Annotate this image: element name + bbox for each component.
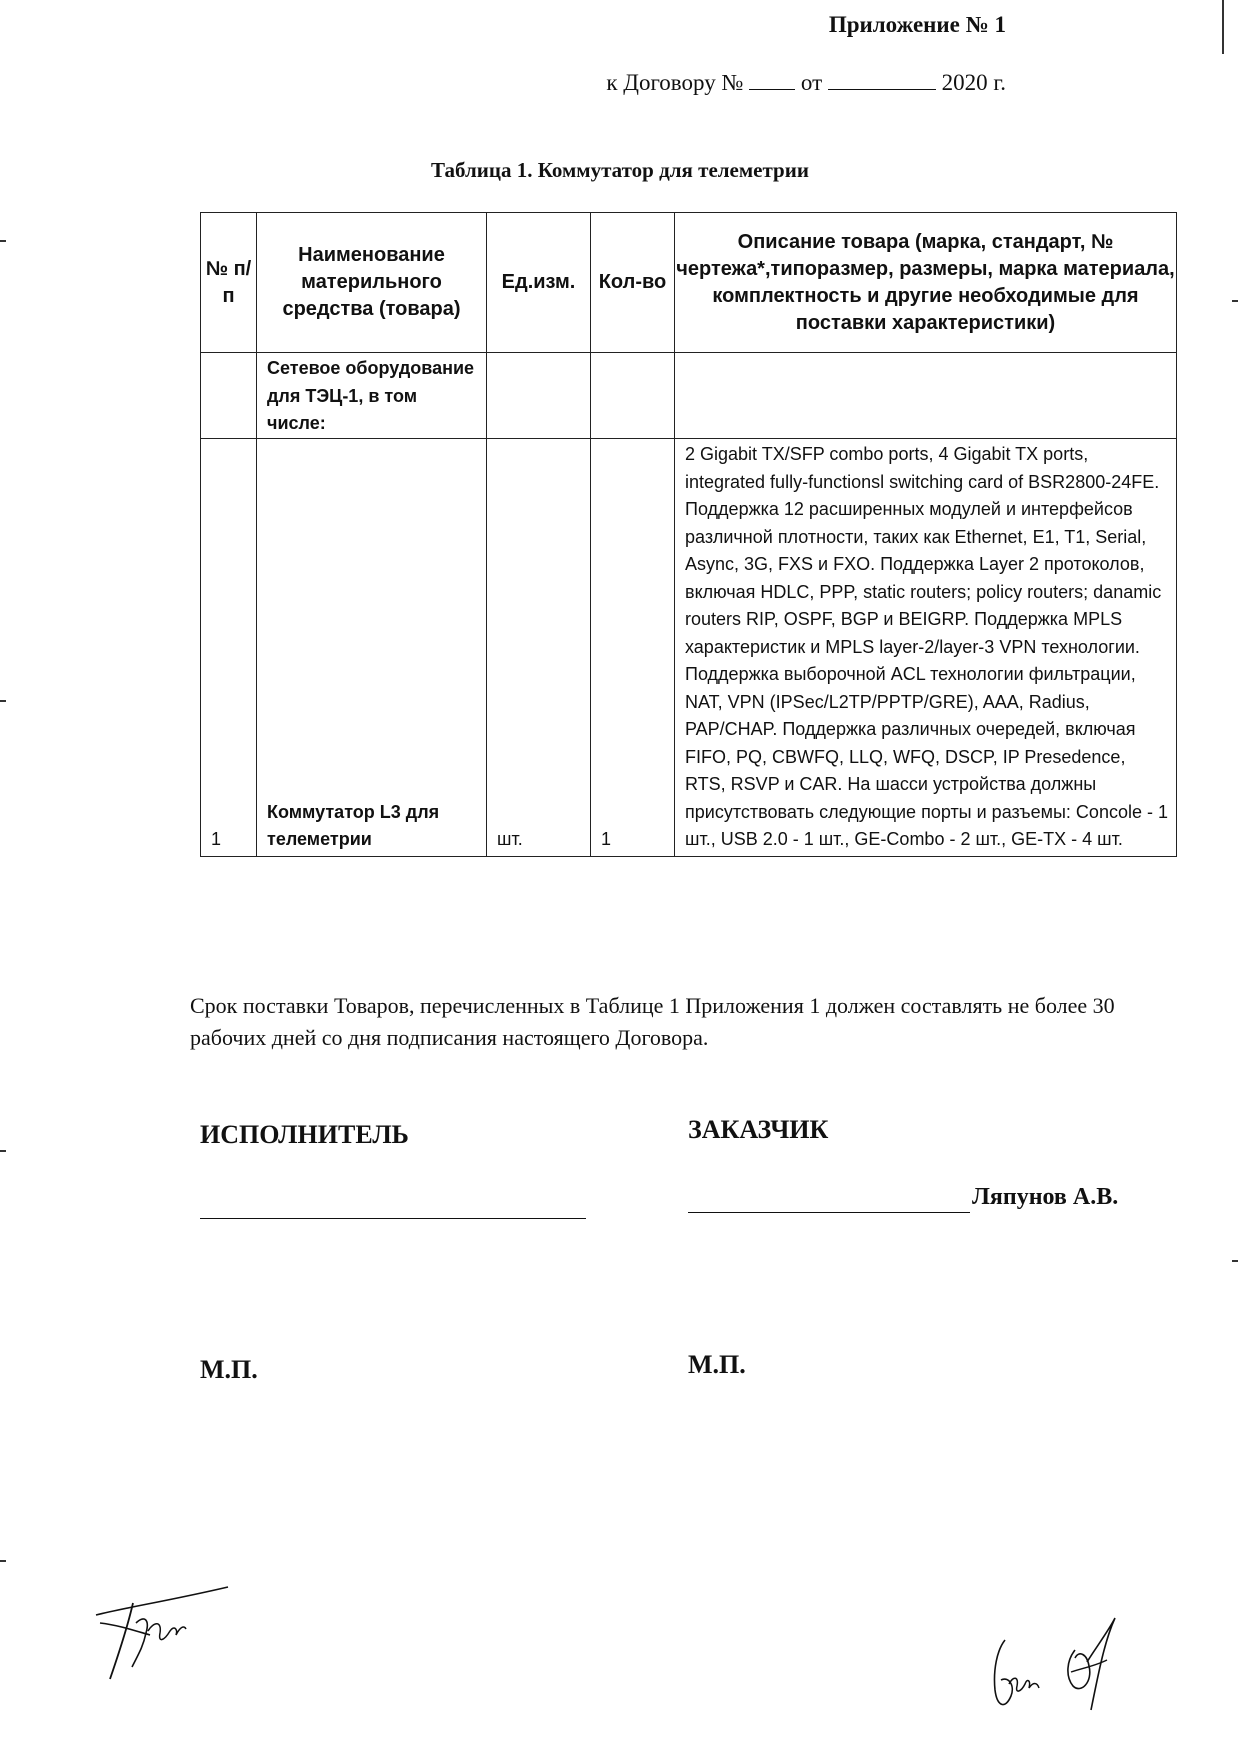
scan-edge-mark [1232,300,1238,302]
contract-year: 2020 г. [941,70,1006,95]
scan-edge-mark [0,240,6,242]
executor-stamp-label: М.П. [200,1355,258,1384]
group-number-cell [201,353,257,439]
item-number: 1 [201,439,257,857]
customer-name: Ляпунов А.В. [972,1184,1119,1210]
col-header-name: Наименование материльного средства (товара) [257,213,487,353]
scan-edge-mark [0,700,6,702]
table-row-group [201,353,1177,439]
scan-edge-mark [0,1560,6,1562]
contract-from: от [800,70,823,95]
group-description-cell [675,353,1177,439]
contract-reference [606,70,1006,96]
item-description: 2 Gigabit TX/SFP combo ports, 4 Gigabit TX ports, integrated fully-functionsl switching card of BSR2800-24FE. Поддержка 12 расширенных модулей и интерфейсов различной плотности, таких как Ethernet, E1, T1, Serial, Async, 3G, FXS и FXO. Поддержка Layer 2 протоколов, включая HDLC, PPP, static routers; policy routers; danamic routers RIP, OSPF, BGP и BEIGRP. Поддержка MPLS характеристик и MPLS layer-2/layer-3 VPN технологии. Поддержка выборочной ACL технологии фильтрации, NAT, VPN (IPSec/L2TP/PPTP/GRE), AAA, Radius, PAP/CHAP. Поддержка различных очередей, включая FIFO, PQ, CBWFQ, LLQ, WFQ, DSCP, IP Presedence, RTS, RSVP и CAR. На шасси устройства должны присутствовать следующие порты и разъемы: Concole - 1 шт., USB 2.0 - 1 шт., GE-Combo - 2 шт., GE-TX - 4 шт. [675,439,1177,857]
delivery-terms: Срок поставки Товаров, перечисленных в Таблице 1 Приложения 1 должен составлять не более 30 рабочих дней со дня подписания настоящего Договора. [190,993,1115,1050]
group-label: Сетевое оборудование для ТЭЦ-1, в том числе: [257,353,487,439]
customer-heading: ЗАКАЗЧИК [688,1115,829,1144]
executor-heading: ИСПОЛНИТЕЛЬ [200,1120,409,1149]
scan-edge-mark [0,1150,6,1152]
table-row [201,439,1177,857]
scan-edge-mark [1222,0,1224,54]
specification-table [200,212,1177,857]
scan-edge-mark [1232,1260,1238,1262]
executor-signature-line [200,1218,586,1219]
group-quantity-cell [591,353,675,439]
customer-stamp-label: М.П. [688,1350,746,1379]
handwritten-signature-left [88,1575,238,1685]
item-quantity: 1 [591,439,675,857]
col-header-unit: Ед.изм. [487,213,591,353]
col-header-description: Описание товара (марка, стандарт, № чертежа*,типоразмер, размеры, марка материала, комплектность и другие необходимые для поставки характеристики) [675,213,1177,353]
appendix-title: Приложение № 1 [828,12,1006,37]
group-unit-cell [487,353,591,439]
customer-signature-line [688,1212,970,1213]
col-header-quantity: Кол-во [591,213,675,353]
item-unit: шт. [487,439,591,857]
col-header-number: № п/п [201,213,257,353]
table-header-row [201,213,1177,353]
contract-prefix: к Договору № [606,70,744,95]
table-title: Таблица 1. Коммутатор для телеметрии [431,158,809,182]
item-name: Коммутатор L3 для телеметрии [257,439,487,857]
contract-number-blank [749,88,795,90]
handwritten-signature-right [975,1610,1145,1720]
contract-date-blank [828,88,936,90]
